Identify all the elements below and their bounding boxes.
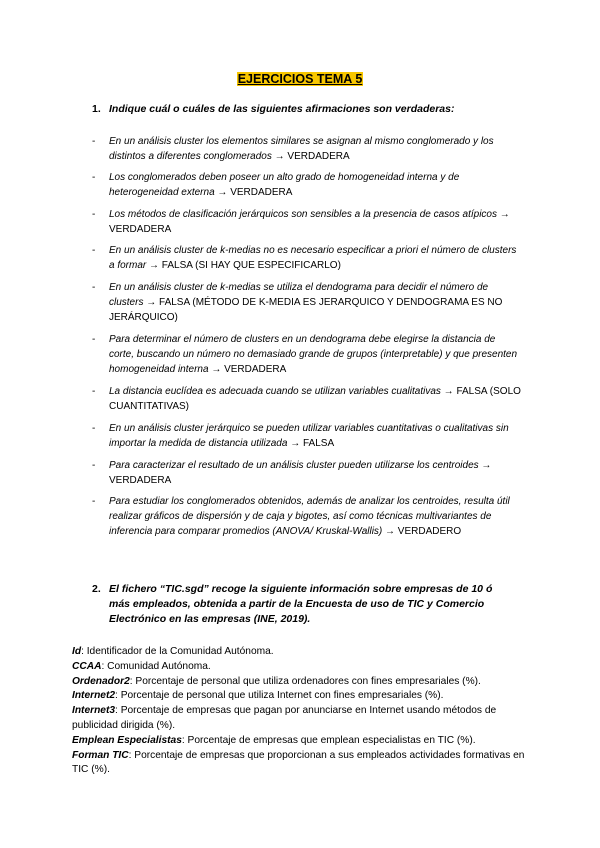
definition-row: Id: Identificador de la Comunidad Autónoma. [72, 646, 274, 657]
definition-row: CCAA: Comunidad Autónoma. [72, 660, 211, 672]
definition-row: Internet2: Porcentaje de personal que utiliza Internet con fines empresariales (%). [72, 690, 444, 702]
list-item: - Para estudiar los conglomerados obtenidos, además de analizar los centroides, resulta útil realizar gráficos de dispersión y de caja y bigotes, así como técnicas multivariantes de inferencia para comparar promedios (ANOVA/ Kruskal-Wallis) → VERDADERO [92, 496, 510, 537]
definition-row: Forman TIC: Porcentaje de empresas que proporcionan a sus empleados actividades formativas en TIC (%). [72, 749, 525, 776]
list-item: - Para determinar el número de clusters en un dendograma debe elegirse la distancia de corte, buscando un número no demasiado grande de grupos (interpretable) y que presenten homogeneidad interna → VERDADERA [92, 334, 518, 375]
list-item: - Para caracterizar el resultado de un análisis cluster pueden utilizarse los centroides → VERDADERA [92, 460, 492, 486]
definition-row: Emplean Especialistas: Porcentaje de empresas que emplean especialistas en TIC (%). [72, 734, 476, 746]
list-item: - Los métodos de clasificación jerárquicos son sensibles a la presencia de casos atípicos → VERDADERA [92, 209, 510, 235]
list-item: - La distancia euclídea es adecuada cuando se utilizan variables cualitativas → FALSA (SOLO CUANTITATIVAS) [92, 386, 521, 412]
list-item: - Los conglomerados deben poseer un alto grado de homogeneidad interna y de heterogeneidad externa → VERDADERA [92, 172, 460, 198]
question-1-heading: 1. Indique cuál o cuáles de las siguientes afirmaciones son verdaderas: [92, 103, 455, 115]
question-2-heading: 2. El fichero “TIC.sgd” recoge la siguiente información sobre empresas de 10 ó más empleados, obtenida a partir de la Encuesta de uso de TIC y Comercio Electrónico en las empresas (INE, 2019). [92, 583, 493, 625]
variable-definitions [72, 645, 542, 778]
list-item: - En un análisis cluster jerárquico se pueden utilizar variables cuantitativas o cualitativas sin importar la medida de distancia utilizada → FALSA [92, 423, 509, 449]
definition-row: Internet3: Porcentaje de empresas que pagan por anunciarse en Internet usando métodos de publicidad dirigida (%). [72, 705, 497, 731]
list-item: - En un análisis cluster los elementos similares se asignan al mismo conglomerado y los distintos a diferentes conglomerados → VERDADERA [92, 136, 494, 162]
list-item: - En un análisis cluster de k-medias no es necesario especificar a priori el número de clusters a formar → FALSA (SI HAY QUE ESPECIFICARLO) [92, 245, 517, 271]
list-item: - En un análisis cluster de k-medias se utiliza el dendograma para decidir el número de clusters → FALSA (MÉTODO DE K-MEDIA ES JERARQUICO Y DENDOGRAMA ES NO JERÁRQUICO) [92, 282, 503, 323]
page-title: EJERCICIOS TEMA 5 [237, 72, 363, 86]
definition-row: Ordenador2: Porcentaje de personal que utiliza ordenadores con fines empresariales (%). [72, 675, 481, 687]
